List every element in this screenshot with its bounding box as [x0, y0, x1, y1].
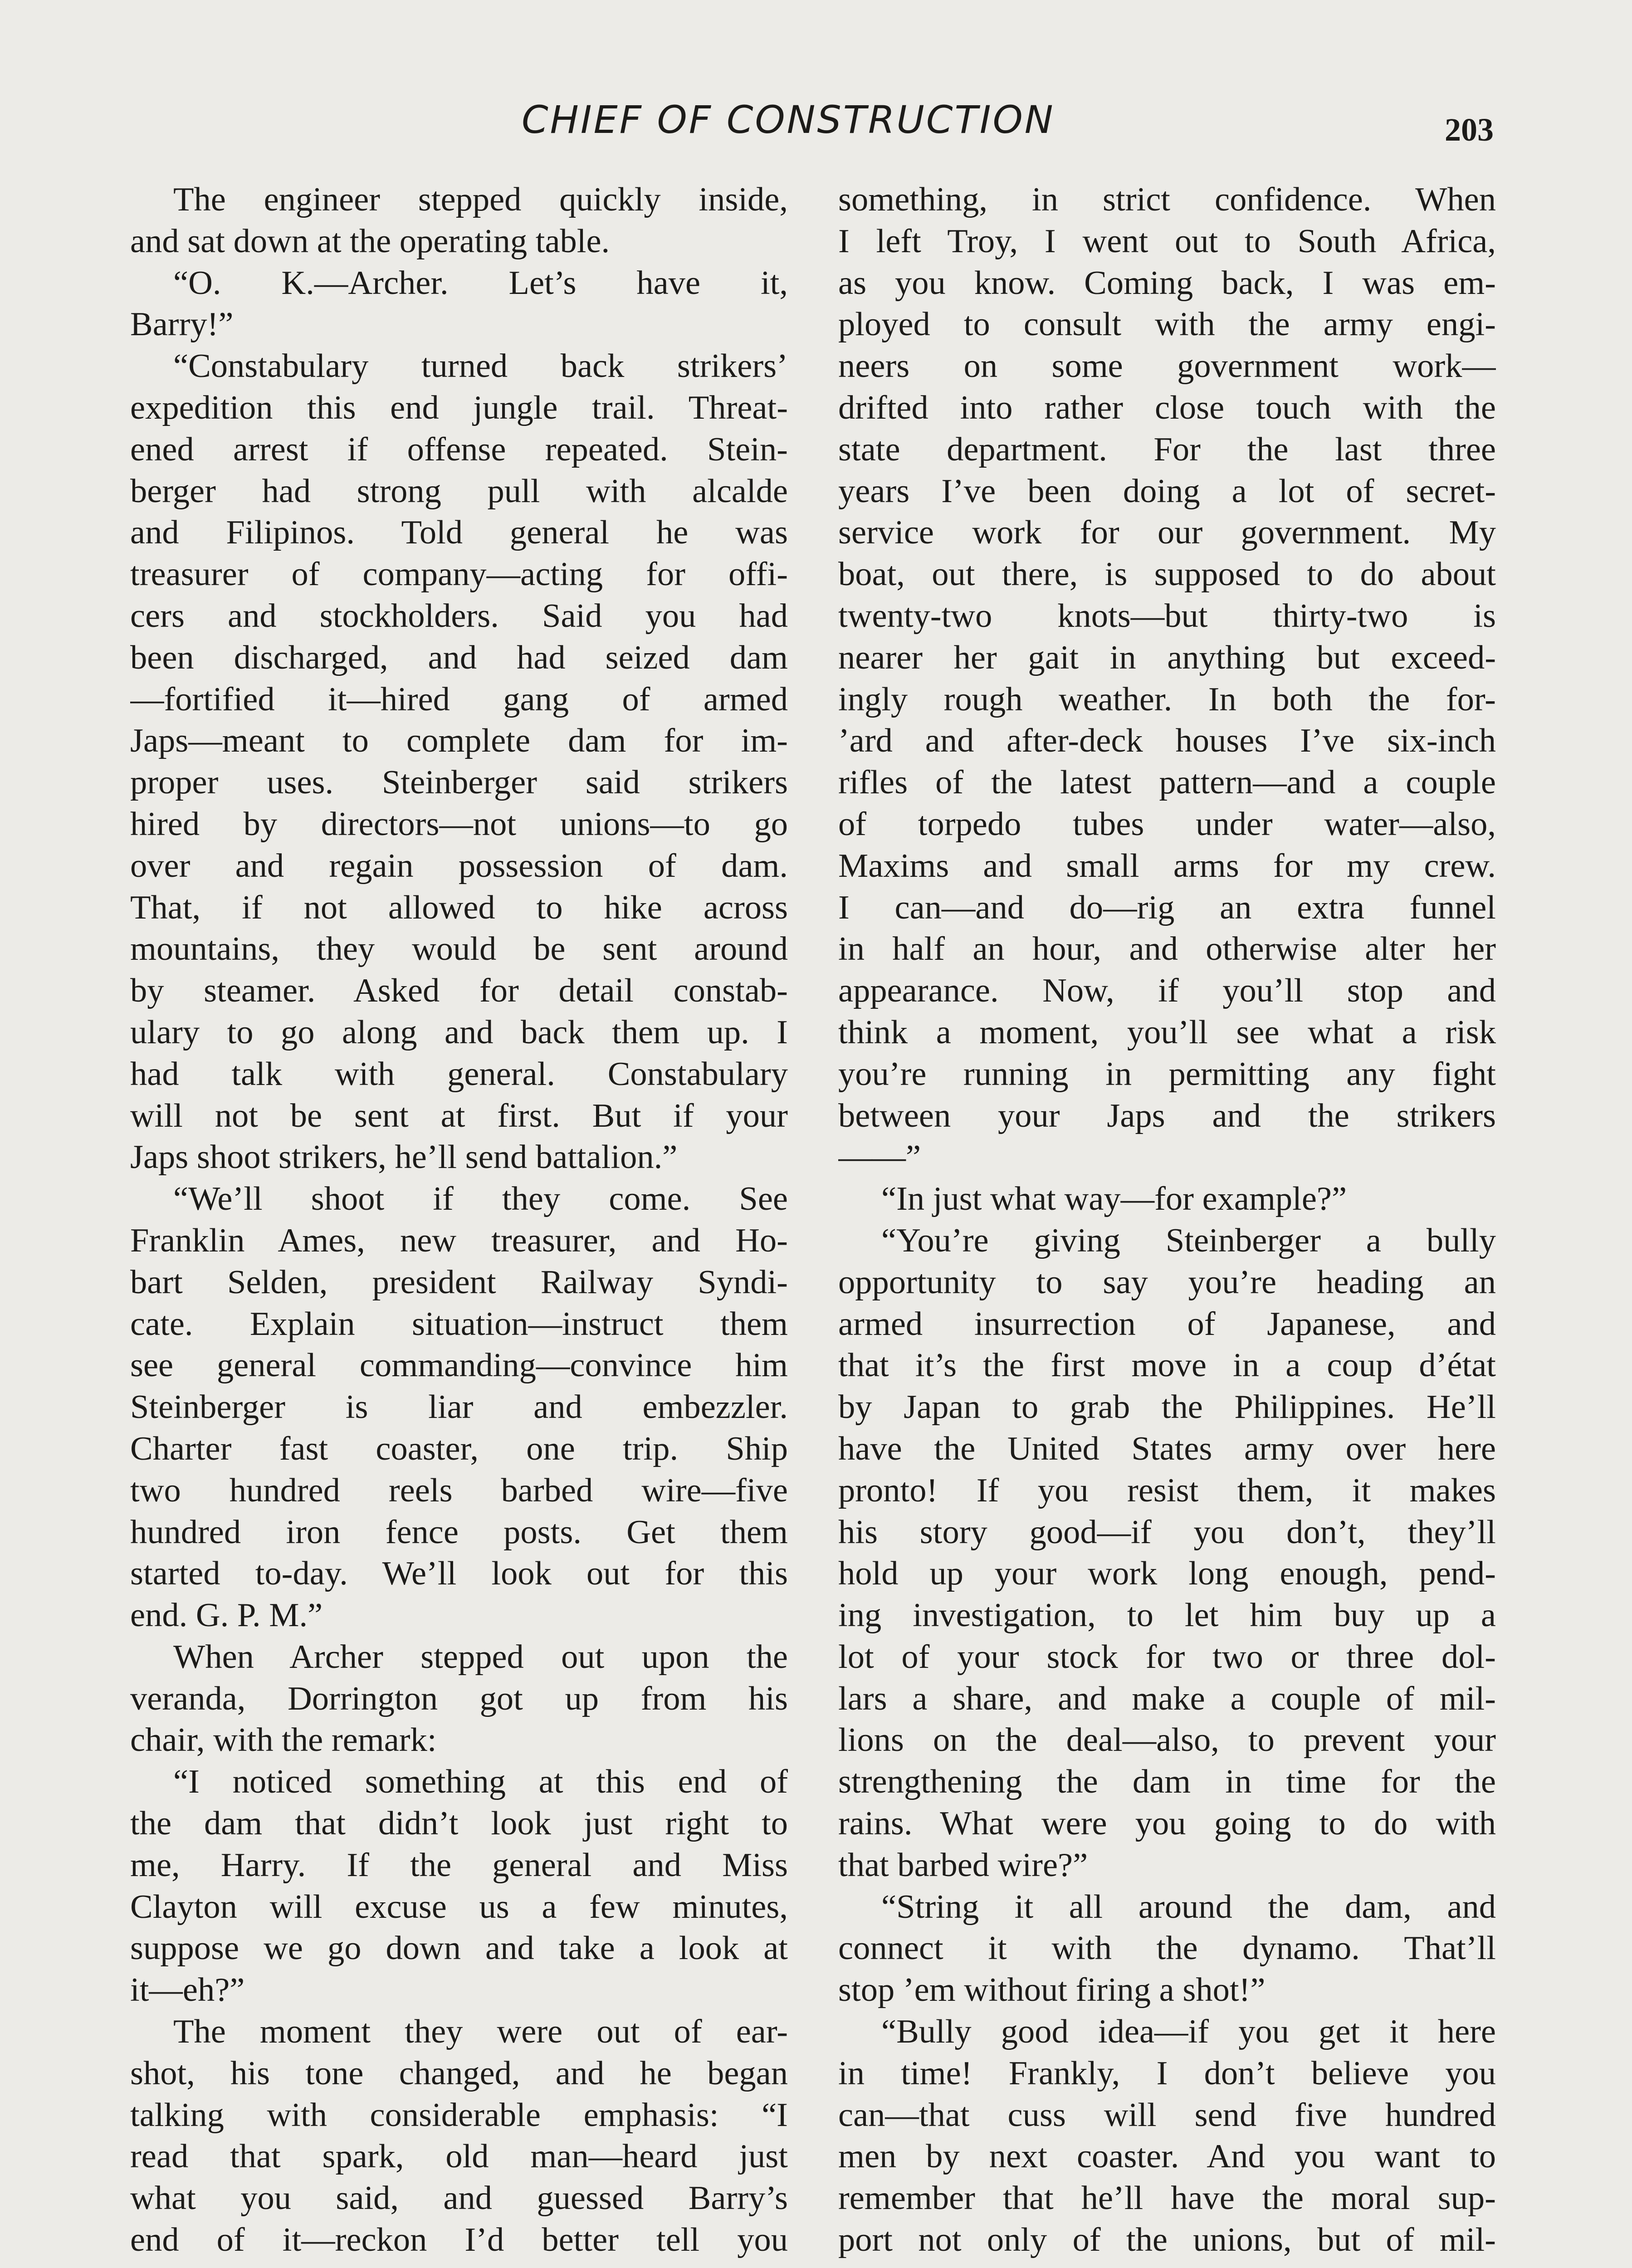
- text-line: Barry!”: [130, 306, 234, 343]
- text-line: treasurer of company—acting for offi-: [130, 556, 788, 593]
- text-line: expedition this end jungle trail. Threat-: [130, 389, 788, 426]
- text-line: armed insurrection of Japanese, and: [838, 1305, 1496, 1343]
- text-line: boat, out there, is supposed to do about: [838, 556, 1496, 593]
- text-line: Franklin Ames, new treasurer, and Ho-: [130, 1222, 788, 1259]
- text-line: “We’ll shoot if they come. See: [173, 1180, 788, 1218]
- text-line: suppose we go down and take a look at: [130, 1930, 788, 1967]
- text-line: nearer her gait in anything but exceed-: [838, 639, 1496, 676]
- text-line: Japs—meant to complete dam for im-: [130, 722, 788, 760]
- text-line: Charter fast coaster, one trip. Ship: [130, 1430, 788, 1467]
- text-line: over and regain possession of dam.: [130, 847, 788, 885]
- text-line: been discharged, and had seized dam: [130, 639, 788, 676]
- text-line: rifles of the latest pattern—and a couple: [838, 764, 1496, 802]
- text-line: end. G. P. M.”: [130, 1597, 323, 1634]
- text-line: strengthening the dam in time for the: [838, 1763, 1496, 1801]
- text-line: what you said, and guessed Barry’s: [130, 2180, 788, 2217]
- text-line: talking with considerable emphasis: “I: [130, 2096, 788, 2134]
- text-line: rains. What were you going to do with: [838, 1805, 1496, 1843]
- text-line: will not be sent at first. But if your: [130, 1097, 788, 1134]
- text-line: by Japan to grab the Philippines. He’ll: [838, 1388, 1496, 1426]
- text-line: of torpedo tubes under water—also,: [838, 805, 1496, 843]
- text-line: ened arrest if offense repeated. Stein-: [130, 430, 788, 468]
- text-line: ——”: [838, 1139, 921, 1176]
- text-line: as you know. Coming back, I was em-: [838, 264, 1496, 302]
- text-line: I can—and do—rig an extra funnel: [838, 889, 1496, 926]
- text-line: “In just what way—for example?”: [881, 1180, 1347, 1218]
- text-line: berger had strong pull with alcalde: [130, 472, 788, 510]
- text-line: The engineer stepped quickly inside,: [173, 181, 788, 218]
- text-line: see general commanding—convince him: [130, 1347, 788, 1384]
- text-line: hold up your work long enough, pend-: [838, 1555, 1496, 1593]
- text-line: “You’re giving Steinberger a bully: [881, 1222, 1496, 1259]
- page-header: [0, 98, 1632, 152]
- text-line: twenty-two knots—but thirty-two is: [838, 597, 1496, 635]
- text-line: Steinberger is liar and embezzler.: [130, 1388, 788, 1426]
- text-line: connect it with the dynamo. That’ll: [838, 1930, 1496, 1967]
- text-line: service work for our government. My: [838, 514, 1496, 552]
- text-line: “O. K.—Archer. Let’s have it,: [173, 264, 788, 302]
- text-line: something, in strict confidence. When: [838, 181, 1496, 218]
- left-column: [130, 179, 788, 2261]
- text-line: cate. Explain situation—instruct them: [130, 1305, 788, 1343]
- text-line: port not only of the unions, but of mil-: [838, 2221, 1496, 2259]
- text-line: lions on the deal—also, to prevent your: [838, 1721, 1496, 1759]
- text-line: Clayton will excuse us a few minutes,: [130, 1888, 788, 1926]
- text-line: remember that he’ll have the moral sup-: [838, 2180, 1496, 2217]
- text-line: me, Harry. If the general and Miss: [130, 1846, 788, 1884]
- text-line: cers and stockholders. Said you had: [130, 597, 788, 635]
- text-line: chair, with the remark:: [130, 1721, 437, 1759]
- text-line: in time! Frankly, I don’t believe you: [838, 2054, 1496, 2092]
- text-line: shot, his tone changed, and he began: [130, 2054, 788, 2092]
- text-line: in half an hour, and otherwise alter her: [838, 930, 1496, 968]
- text-line: —fortified it—hired gang of armed: [130, 680, 788, 718]
- text-line: Japs shoot strikers, he’ll send battalion.”: [130, 1139, 678, 1176]
- text-line: “Bully good idea—if you get it here: [881, 2013, 1496, 2051]
- right-column: [838, 179, 1496, 2261]
- text-line: state department. For the last three: [838, 430, 1496, 468]
- text-line: lot of your stock for two or three dol-: [838, 1638, 1496, 1676]
- text-line: “I noticed something at this end of: [173, 1763, 788, 1801]
- text-line: hired by directors—not unions—to go: [130, 805, 788, 843]
- text-line: opportunity to say you’re heading an: [838, 1263, 1496, 1301]
- text-line: stop ’em without firing a shot!”: [838, 1971, 1266, 2009]
- text-line: by steamer. Asked for detail constab-: [130, 972, 788, 1010]
- text-line: That, if not allowed to hike across: [130, 889, 788, 926]
- text-line: had talk with general. Constabulary: [130, 1055, 788, 1093]
- text-line: ulary to go along and back them up. I: [130, 1013, 788, 1051]
- text-line: veranda, Dorrington got up from his: [130, 1680, 788, 1717]
- text-line: drifted into rather close touch with the: [838, 389, 1496, 426]
- text-line: think a moment, you’ll see what a risk: [838, 1013, 1496, 1051]
- text-line: that it’s the first move in a coup d’état: [838, 1347, 1496, 1384]
- text-line: the dam that didn’t look just right to: [130, 1805, 788, 1843]
- text-line: two hundred reels barbed wire—five: [130, 1471, 788, 1509]
- text-line: hundred iron fence posts. Get them: [130, 1513, 788, 1551]
- text-line: have the United States army over here: [838, 1430, 1496, 1467]
- text-line: between your Japs and the strikers: [838, 1097, 1496, 1134]
- page-number: 203: [1445, 112, 1494, 148]
- text-line: proper uses. Steinberger said strikers: [130, 764, 788, 802]
- text-line: The moment they were out of ear-: [173, 2013, 788, 2051]
- text-line: can—that cuss will send five hundred: [838, 2096, 1496, 2134]
- text-line: years I’ve been doing a lot of secret-: [838, 472, 1496, 510]
- text-line: appearance. Now, if you’ll stop and: [838, 972, 1496, 1010]
- text-line: end of it—reckon I’d better tell you: [130, 2221, 788, 2259]
- text-line: ingly rough weather. In both the for-: [838, 680, 1496, 718]
- text-line: mountains, they would be sent around: [130, 930, 788, 968]
- text-line: Maxims and small arms for my crew.: [838, 847, 1496, 885]
- running-title: CHIEF OF CONSTRUCTION: [522, 98, 1055, 142]
- text-line: read that spark, old man—heard just: [130, 2138, 788, 2175]
- text-line: started to-day. We’ll look out for this: [130, 1555, 788, 1593]
- text-line: ’ard and after-deck houses I’ve six-inch: [838, 722, 1496, 760]
- text-line: it—eh?”: [130, 1971, 245, 2009]
- text-line: neers on some government work—: [838, 347, 1496, 385]
- text-line: When Archer stepped out upon the: [173, 1638, 788, 1676]
- text-line: pronto! If you resist them, it makes: [838, 1471, 1496, 1509]
- text-line: ployed to consult with the army engi-: [838, 306, 1496, 343]
- text-line: ing investigation, to let him buy up a: [838, 1597, 1496, 1634]
- text-line: bart Selden, president Railway Syndi-: [130, 1263, 788, 1301]
- text-line: men by next coaster. And you want to: [838, 2138, 1496, 2175]
- text-line: that barbed wire?”: [838, 1846, 1088, 1884]
- text-line: “Constabulary turned back strikers’: [173, 347, 788, 385]
- text-line: I left Troy, I went out to South Africa,: [838, 222, 1496, 260]
- text-line: his story good—if you don’t, they’ll: [838, 1513, 1496, 1551]
- text-line: and sat down at the operating table.: [130, 222, 610, 260]
- text-line: “String it all around the dam, and: [881, 1888, 1496, 1926]
- text-line: and Filipinos. Told general he was: [130, 514, 788, 552]
- text-line: you’re running in permitting any fight: [838, 1055, 1496, 1093]
- text-line: lars a share, and make a couple of mil-: [838, 1680, 1496, 1717]
